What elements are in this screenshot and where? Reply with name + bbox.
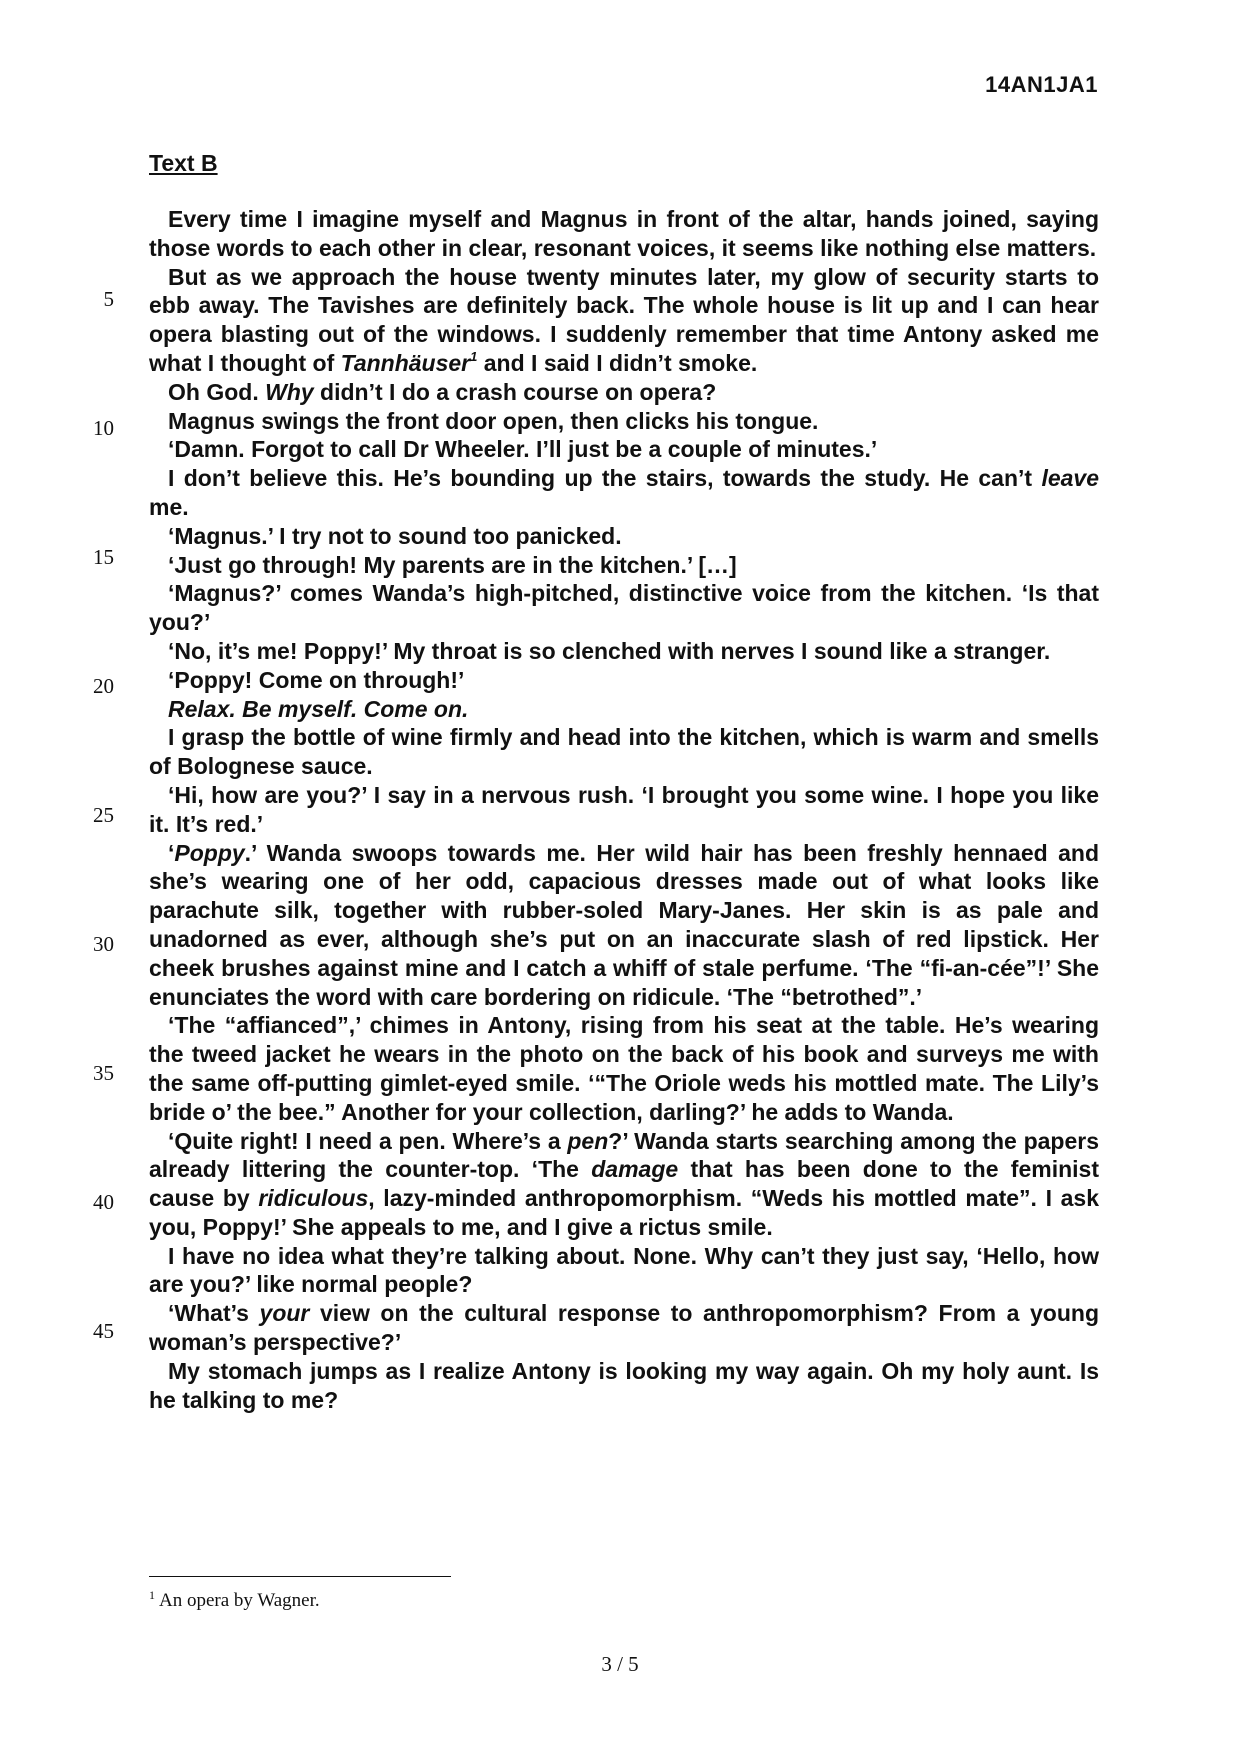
text-run: Every time I imagine myself and Magnus in front of the altar, hands joined, saying those words to each other in clear, resonant voices, it seems like nothing else matters.	[149, 206, 1099, 261]
paragraph	[149, 205, 1099, 263]
text-run: ‘	[168, 839, 175, 866]
text-run: me.	[149, 493, 189, 520]
document-code: 14AN1JA1	[985, 72, 1098, 97]
paragraph	[149, 637, 1099, 666]
paragraph	[149, 551, 1099, 580]
text-run: ‘Hi, how are you?’ I say in a nervous rush. ‘I brought you some wine. I hope you like it. It’s red.’	[149, 781, 1099, 837]
text-run: .’ Wanda swoops towards me. Her wild hair has been freshly hennaed and she’s wearing one of her odd, capacious dresses made out of what looks like parachute silk, together with rubber-soled Mary-Janes. Her skin is as pale and unadorned as ever, although she’s put on an inaccurate slash of red lipstick. Her cheek brushes against mine and I catch a whiff of stale perfume. ‘The “fi-an-cée”!’ She enunciates the word with care bordering on ridicule. ‘The “betrothed”.’	[149, 839, 1099, 1010]
paragraph	[149, 435, 1099, 464]
text-run: ‘What’s	[168, 1300, 260, 1327]
line-number: 45	[93, 1319, 114, 1343]
italic-text: pen	[567, 1127, 609, 1154]
line-number: 25	[93, 803, 114, 827]
text-run: , lazy-minded anthropomorphism. “Weds his mottled mate”. I ask you, Poppy!’ She appeals to me, and I give a rictus smile.	[149, 1185, 1099, 1240]
text-run: I don’t believe this. He’s bounding up the stairs, towards the study. He can’t	[168, 465, 1042, 492]
passage-body	[149, 205, 1099, 1414]
text-run: that has been done to the feminist cause by	[149, 1156, 1099, 1212]
paragraph	[149, 1127, 1099, 1242]
line-number: 40	[93, 1190, 114, 1214]
line-number: 10	[93, 416, 114, 440]
italic-text: damage	[591, 1156, 679, 1183]
paragraph	[149, 666, 1099, 695]
footnote-marker: 1	[149, 1588, 155, 1602]
paragraph	[149, 723, 1099, 781]
text-run: ‘No, it’s me! Poppy!’ My throat is so clenched with nerves I sound like a stranger.	[168, 637, 1051, 664]
paragraph	[149, 522, 1099, 551]
line-number: 35	[93, 1061, 114, 1085]
text-run: ‘Poppy! Come on through!’	[168, 666, 465, 693]
line-number: 5	[103, 287, 114, 311]
paragraph	[149, 839, 1099, 1012]
footnote	[149, 1590, 320, 1612]
text-run: I have no idea what they’re talking about. None. Why can’t they just say, ‘Hello, how are you?’ like normal people?	[149, 1242, 1099, 1298]
paragraph	[149, 378, 1099, 407]
line-number: 20	[93, 674, 114, 698]
text-run: ‘Damn. Forgot to call Dr Wheeler. I’ll just be a couple of minutes.’	[168, 436, 878, 463]
paragraph	[149, 1242, 1099, 1300]
text-run: didn’t I do a crash course on opera?	[313, 378, 717, 405]
italic-text: Why	[265, 378, 314, 405]
italic-text: Relax. Be myself. Come on.	[168, 695, 469, 722]
italic-text: your	[259, 1300, 310, 1327]
text-run: Oh God.	[168, 378, 266, 405]
paragraph	[149, 781, 1099, 839]
text-run: and I said I didn’t smoke.	[477, 349, 758, 376]
line-number: 15	[93, 545, 114, 569]
text-run: view on the cultural response to anthropomorphism? From a young woman’s perspective?’	[149, 1300, 1099, 1356]
text-run: ?’ Wanda starts searching among the papers already littering the counter-top. ‘The	[149, 1127, 1099, 1183]
italic-text: Poppy	[174, 839, 245, 866]
paragraph	[149, 579, 1099, 637]
footnote-text: An opera by Wagner.	[159, 1590, 320, 1611]
text-run: But as we approach the house twenty minutes later, my glow of security starts to ebb away. The Tavishes are definitely back. The whole house is lit up and I can hear opera blasting out of the windows. I suddenly remember that time Antony asked me what I thought of	[149, 263, 1099, 376]
text-run: ‘Magnus?’ comes Wanda’s high-pitched, distinctive voice from the kitchen. ‘Is that you?’	[149, 580, 1099, 636]
text-run: ‘Just go through! My parents are in the kitchen.’ […]	[168, 551, 737, 578]
paragraph	[149, 695, 1099, 724]
italic-text: leave	[1041, 465, 1099, 492]
text-run: I grasp the bottle of wine firmly and head into the kitchen, which is warm and smells of Bolognese sauce.	[149, 724, 1099, 780]
text-run: My stomach jumps as I realize Antony is looking my way again. Oh my holy aunt. Is he talking to me?	[149, 1357, 1099, 1413]
paragraph	[149, 1357, 1099, 1415]
footnote-reference: 1	[470, 348, 478, 364]
paragraph	[149, 1299, 1099, 1357]
line-number: 30	[93, 932, 114, 956]
paragraph	[149, 464, 1099, 522]
text-run: ‘Magnus.’ I try not to sound too panicked.	[168, 522, 622, 549]
text-run: ‘The “affianced”,’ chimes in Antony, rising from his seat at the table. He’s wearing the tweed jacket he wears in the photo on the back of his book and surveys me with the same off-putting gimlet-eyed smile. ‘“The Oriole weds his mottled mate. The Lily’s bride o’ the bee.” Another for your collection, darling?’ he adds to Wanda.	[149, 1012, 1099, 1125]
section-title: Text B	[149, 150, 218, 176]
paragraph	[149, 407, 1099, 436]
text-run: ‘Quite right! I need a pen. Where’s a	[168, 1127, 568, 1154]
text-run: Magnus swings the front door open, then clicks his tongue.	[168, 407, 819, 434]
page-number: 3 / 5	[601, 1652, 639, 1676]
paragraph	[149, 1011, 1099, 1126]
paragraph	[149, 263, 1099, 378]
italic-text: Tannhäuser	[340, 349, 471, 376]
italic-text: ridiculous	[258, 1185, 369, 1212]
footnote-divider	[149, 1576, 451, 1577]
